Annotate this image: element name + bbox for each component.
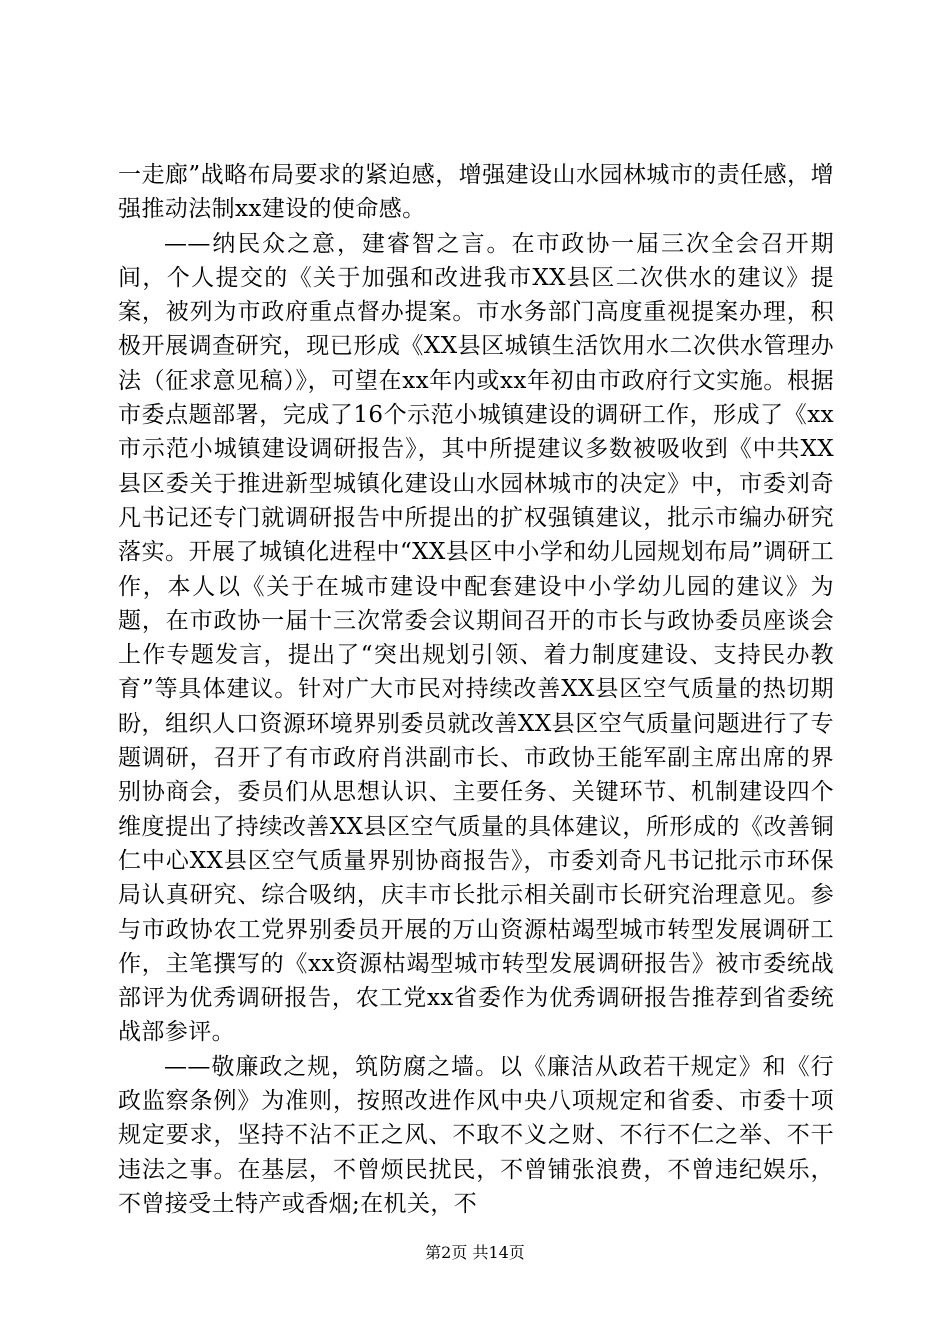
document-body <box>118 158 834 1221</box>
page-footer: 第2页 共14页 <box>425 1243 525 1262</box>
paragraph-1: 一走廊”战略布局要求的紧迫感，增强建设山水园林城市的责任感，增强推动法制xx建设的使命感。 <box>118 162 834 223</box>
paragraph-2: ——纳民众之意，建睿智之言。在市政协一届三次全会召开期间，个人提交的《关于加强和改进我市XX县区二次供水的建议》提案，被列为市政府重点督办提案。市水务部门高度重视提案办理，积极开展调查研究，现已形成《XX县区城镇生活饮用水二次供水管理办法（征求意见稿）》，可望在xx年内或xx年初由市政府行文实施。根据市委点题部署，完成了16个示范小城镇建设的调研工作，形成了《xx市示范小城镇建设调研报告》，其中所提建议多数被吸收到《中共XX县区委关于推进新型城镇化建设山水园林城市的决定》中，市委刘奇凡书记还专门就调研报告中所提出的扩权强镇建议，批示市编办研究落实。开展了城镇化进程中“XX县区中小学和幼儿园规划布局”调研工作，本人以《关于在城市建设中配套建设中小学幼儿园的建议》为题，在市政协一届十三次常委会议期间召开的市长与政协委员座谈会上作专题发言，提出了“突出规划引领、着力制度建设、支持民办教育”等具体建议。针对广大市民对持续改善XX县区空气质量的热切期盼，组织人口资源环境界别委员就改善XX县区空气质量问题进行了专题调研，召开了有市政府肖洪副市长、市政协王能军副主席出席的界别协商会，委员们从思想认识、主要任务、关键环节、机制建设四个维度提出了持续改善XX县区空气质量的具体建议，所形成的《改善铜仁中心XX县区空气质量界别协商报告》，市委刘奇凡书记批示市环保局认真研究、综合吸纳，庆丰市长批示相关副市长研究治理意见。参与市政协农工党界别委员开展的万山资源枯竭型城市转型发展调研工作，主笔撰写的《xx资源枯竭型城市转型发展调研报告》被市委统战部评为优秀调研报告，农工党xx省委作为优秀调研报告推荐到省委统战部参评。 <box>118 230 834 1046</box>
paragraph-3: ——敬廉政之规，筑防腐之墙。以《廉洁从政若干规定》和《行政监察条例》为准则，按照改进作风中央八项规定和省委、市委十项规定要求，坚持不沾不正之风、不取不义之财、不行不仁之举、不干违法之事。在基层，不曾烦民扰民，不曾铺张浪费，不曾违纪娱乐，不曾接受土特产或香烟;在机关，不 <box>118 1053 834 1217</box>
